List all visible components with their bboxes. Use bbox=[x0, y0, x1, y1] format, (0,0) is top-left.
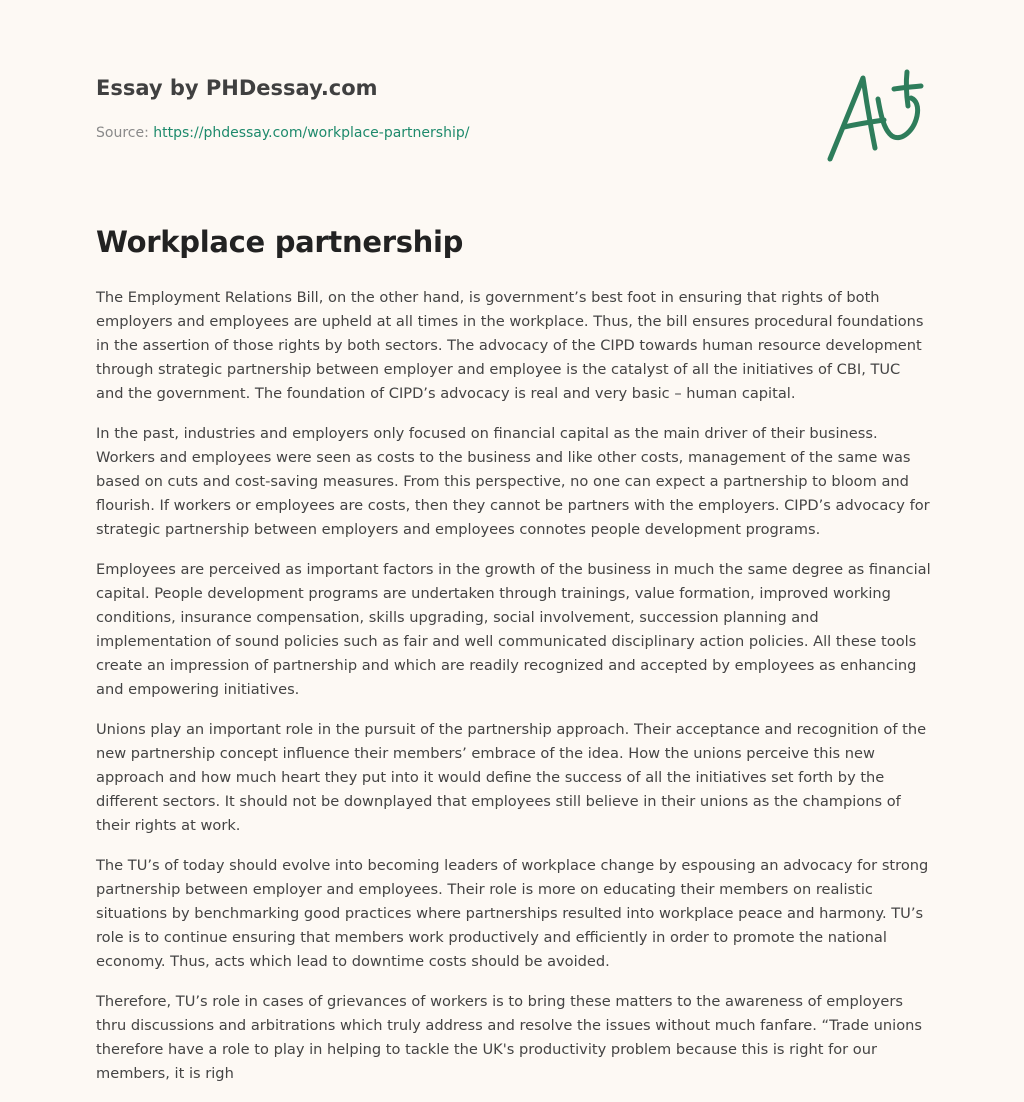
source-link[interactable]: https://phdessay.com/workplace-partnership/ bbox=[153, 125, 470, 141]
essay-paragraph: Therefore, TU’s role in cases of grievances of workers is to bring these matters to the awareness of employers thru discussions and arbitrations which truly address and resolve the issues without much fanfare. “Trade unions therefore have a role to play in helping to tackle the UK's productivity problem because this is right for our members, it is righ bbox=[96, 993, 923, 1082]
source-label: Source: bbox=[96, 125, 149, 141]
essay-paragraph: In the past, industries and employers only focused on financial capital as the main driver of their business. Workers and employees were seen as costs to the business and like other costs, management of the same was based on cuts and cost-saving measures. From this perspective, no one can expect a partnership to bloom and flourish. If workers or employees are costs, then they cannot be partners with the employers. CIPD’s advocacy for strategic partnership between employers and employees connotes people development programs. bbox=[96, 425, 930, 538]
site-title: Essay by PHDessay.com bbox=[96, 76, 378, 100]
essay-body bbox=[96, 286, 932, 1102]
essay-paragraph: The Employment Relations Bill, on the other hand, is government’s best foot in ensuring that rights of both employers and employees are upheld at all times in the workplace. Thus, the bill ensures procedural foundations in the assertion of those rights by both sectors. The advocacy of the CIPD towards human resource development through strategic partnership between employer and employee is the catalyst of all the initiatives of CBI, TUC and the government. The foundation of CIPD’s advocacy is real and very basic – human capital. bbox=[96, 289, 924, 402]
essay-paragraph: Employees are perceived as important factors in the growth of the business in much the same degree as financial capital. People development programs are undertaken through trainings, value formation, improved working conditions, insurance compensation, skills upgrading, social involvement, succession planning and implementation of sound policies such as fair and well communicated disciplinary action policies. All these tools create an impression of partnership and which are readily recognized and accepted by employees as enhancing and empowering initiatives. bbox=[96, 561, 931, 698]
essay-title: Workplace partnership bbox=[96, 225, 464, 259]
a-plus-grade-icon bbox=[822, 66, 928, 166]
essay-paragraph: Unions play an important role in the pursuit of the partnership approach. Their acceptance and recognition of the new partnership concept influence their members’ embrace of the idea. How the unions perceive this new approach and how much heart they put into it would define the success of all the initiatives set forth by the different sectors. It should not be downplayed that employees still believe in their unions as the champions of their rights at work. bbox=[96, 721, 927, 834]
source-line bbox=[96, 125, 469, 141]
essay-paragraph: The TU’s of today should evolve into becoming leaders of workplace change by espousing an advocacy for strong partnership between employer and employees. Their role is more on educating their members on realistic situations by benchmarking good practices where partnerships resulted into workplace peace and harmony. TU’s role is to continue ensuring that members work productively and efficiently in order to promote the national economy. Thus, acts which lead to downtime costs should be avoided. bbox=[96, 857, 929, 970]
